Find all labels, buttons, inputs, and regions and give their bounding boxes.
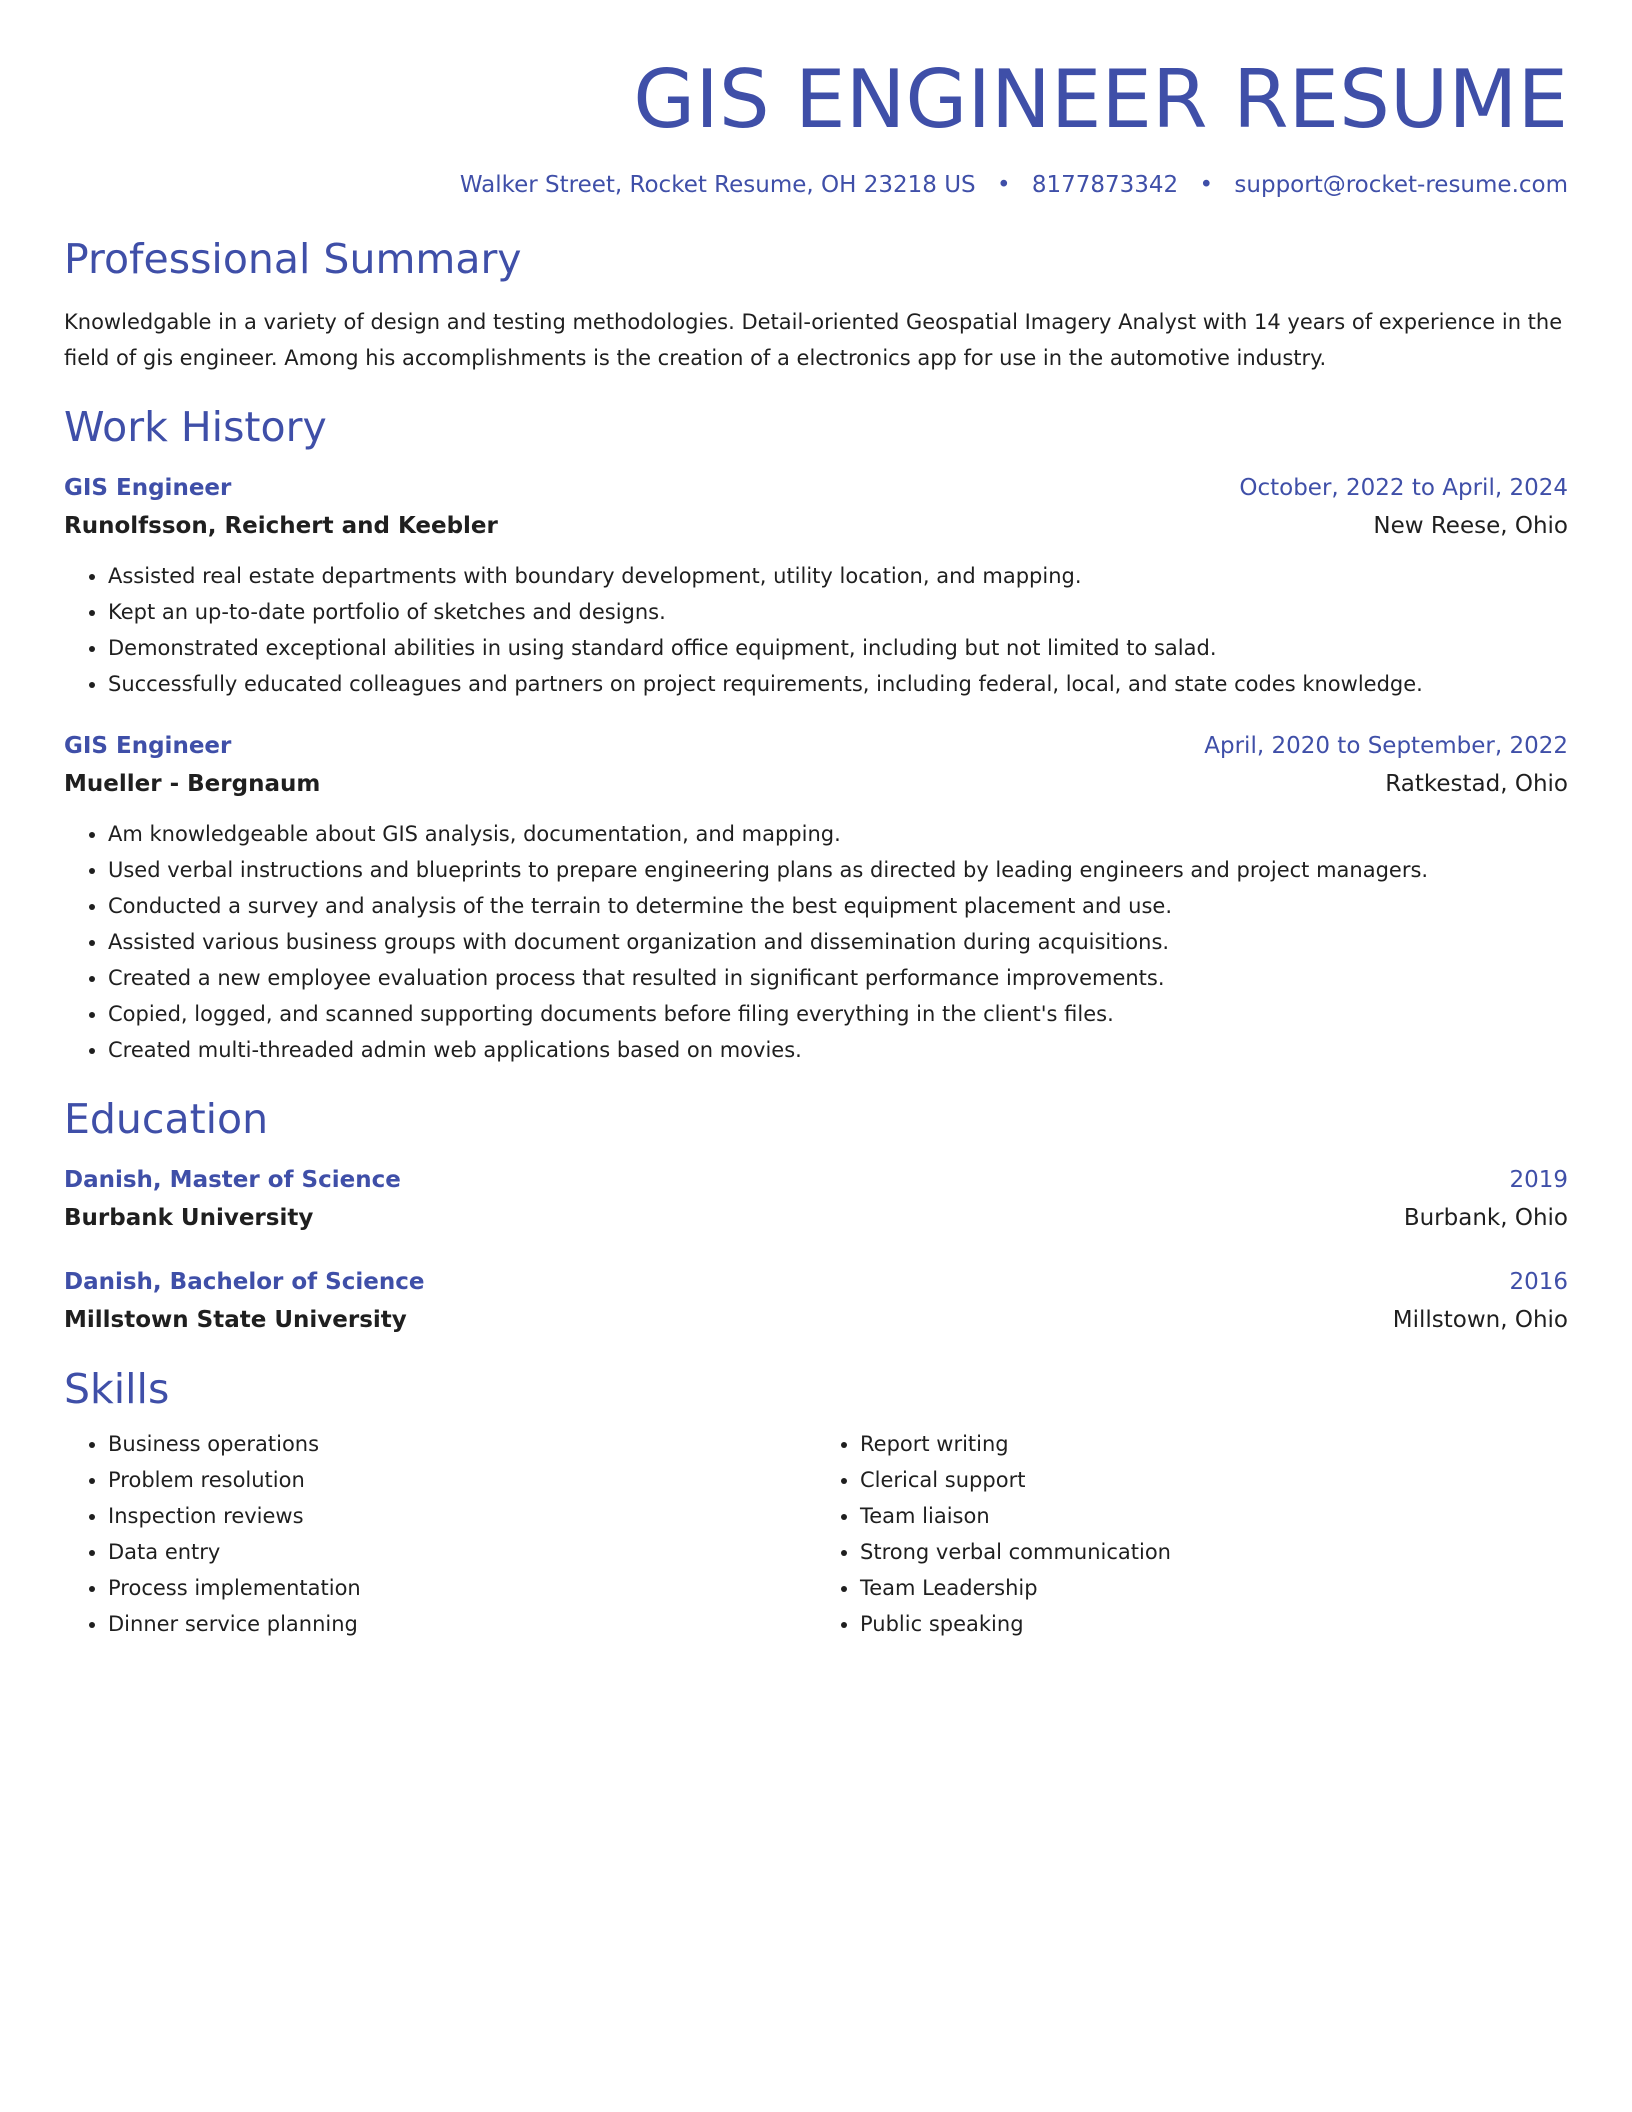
job-title: GIS Engineer [64,475,232,501]
list-item: • Assisted various business groups with document organization and dissemination during acquisitions. [108,924,1568,960]
contact-line [64,170,1568,200]
school-location: Millstown, Ohio [1392,1307,1568,1333]
job-title: GIS Engineer [64,733,232,759]
list-item: • Conducted a survey and analysis of the terrain to determine the best equipment placement and use. [108,888,1568,924]
job-dates: April, 2020 to September, 2022 [1204,733,1568,759]
skill-item: • Clerical support [860,1462,1568,1498]
list-item: • Created a new employee evaluation process that resulted in significant performance improvements. [108,960,1568,996]
section-title-work-history: Work History [64,403,327,451]
graduation-year: 2019 [1509,1167,1568,1193]
work-entry [64,728,1568,1068]
graduation-year: 2016 [1509,1269,1568,1295]
section-title-skills: Skills [64,1365,170,1413]
work-entry [64,470,1568,702]
address-text: Walker Street, Rocket Resume, OH 23218 US [459,172,976,198]
contact-separator: • [996,172,1011,198]
skills-column-left [64,1426,816,1642]
skill-item: • Problem resolution [108,1462,816,1498]
email-link[interactable]: support@rocket-resume.com [1234,172,1568,198]
skill-item: • Report writing [860,1426,1568,1462]
skill-item: • Data entry [108,1534,816,1570]
section-title-education: Education [64,1095,269,1143]
work-history-section [64,402,1568,1068]
section-title-summary: Professional Summary [64,235,522,283]
skill-item: • Business operations [108,1426,816,1462]
summary-text: Knowledgable in a variety of design and testing methodologies. Detail-oriented Geospatial Imagery Analyst with 14 years of experience in the field of gis engineer. Among his accomplishments is the creation of a electronics app for use in the automotive industry. [64,310,1563,370]
job-location: Ratkestad, Ohio [1385,771,1568,797]
list-item: • Kept an up-to-date portfolio of sketches and designs. [108,594,1568,630]
professional-summary-section [64,234,1568,376]
company-name: Mueller - Bergnaum [64,771,321,797]
degree-name: Danish, Bachelor of Science [64,1269,425,1295]
skills-grid [64,1426,1568,1642]
list-item: • Am knowledgeable about GIS analysis, documentation, and mapping. [108,816,1568,852]
job-bullets [64,558,1568,702]
education-entry [64,1264,1568,1340]
skill-item: • Dinner service planning [108,1606,816,1642]
job-location: New Reese, Ohio [1373,513,1568,539]
skill-item: • Process implementation [108,1570,816,1606]
skill-item: • Team Leadership [860,1570,1568,1606]
list-item: • Copied, logged, and scanned supporting documents before filing everything in the client's files. [108,996,1568,1032]
school-location: Burbank, Ohio [1403,1205,1568,1231]
list-item: • Successfully educated colleagues and partners on project requirements, including federal, local, and state codes knowledge. [108,666,1568,702]
education-entry [64,1162,1568,1238]
phone-text: 8177873342 [1031,172,1179,198]
resume-title: GIS ENGINEER RESUME [633,53,1568,146]
school-name: Millstown State University [64,1307,407,1333]
school-name: Burbank University [64,1205,314,1231]
skills-section [64,1364,1568,1642]
skill-item: • Inspection reviews [108,1498,816,1534]
resume-header [64,52,1568,200]
list-item: • Used verbal instructions and blueprints to prepare engineering plans as directed by leading engineers and project managers. [108,852,1568,888]
company-name: Runolfsson, Reichert and Keebler [64,513,498,539]
job-bullets [64,816,1568,1068]
skills-column-right [816,1426,1568,1642]
skill-item: • Strong verbal communication [860,1534,1568,1570]
skill-item: • Team liaison [860,1498,1568,1534]
education-section [64,1094,1568,1340]
degree-name: Danish, Master of Science [64,1167,401,1193]
list-item: • Assisted real estate departments with boundary development, utility location, and mapping. [108,558,1568,594]
skill-item: • Public speaking [860,1606,1568,1642]
list-item: • Demonstrated exceptional abilities in using standard office equipment, including but not limited to salad. [108,630,1568,666]
job-dates: October, 2022 to April, 2024 [1239,475,1568,501]
list-item: • Created multi-threaded admin web applications based on movies. [108,1032,1568,1068]
contact-separator: • [1199,172,1214,198]
